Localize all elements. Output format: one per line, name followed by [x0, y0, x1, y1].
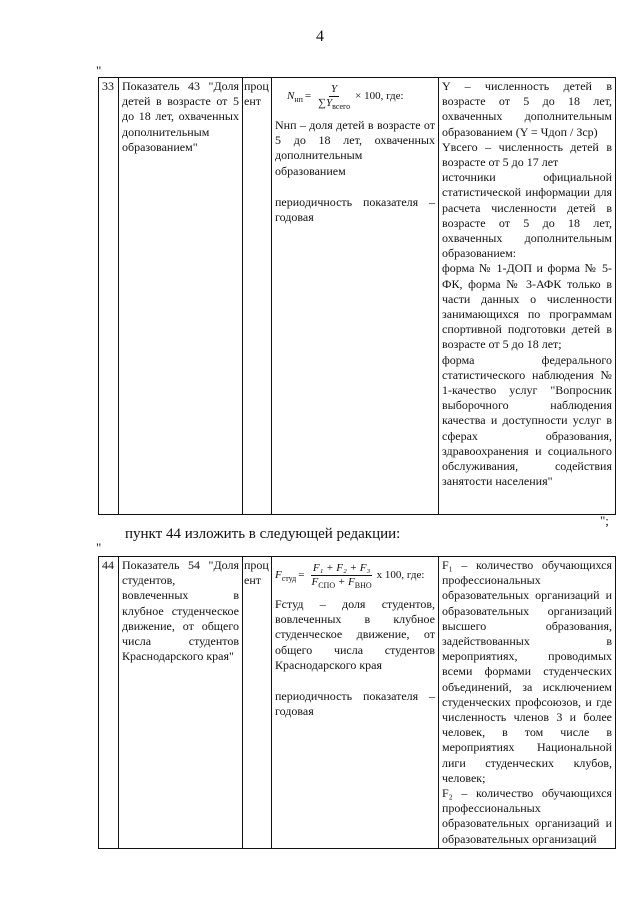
row-number: 33	[99, 78, 119, 515]
indicator-name: Показатель 43 "Доля детей в возрасте от 5 до 18 лет, охваченных дополнительным образованием"	[119, 78, 243, 515]
section-heading: пункт 44 изложить в следующей редакции:	[125, 526, 401, 542]
formula: $N_{нп}$ = $\frac{Y}{\sum Y_{всего}}$ × 100 , где:	[287, 83, 404, 112]
data-source-cell: Y – численность детей в возрасте от 5 до 18 лет, охваченных дополнительным образованием (Y = Чдоп / Зср) Yвсего – численность детей в возрасте от 5 до 17 лет источники официальной статистической информации для расчета численности детей в возрасте от 5 до 18 лет, охваченных дополнительным образованием: форма № 1-ДОП и форма № 5-ФК, форма № 3-АФК только в части данных о численности занимающихся по программам спортивной подготовки детей в возрасте от 5 до 18 лет; форма федерального статистического наблюдения № 1-качество услуг "Вопросник выборочного наблюдения качества и доступности услуг в сферах образования, здравоохранения и социального обслуживания, содействия занятости населения"	[439, 78, 616, 515]
page-number: 4	[316, 28, 324, 45]
periodicity: периодичность показателя – годовая	[275, 689, 435, 719]
definition: Fстуд – доля студентов, вовлеченных в клубное студенческое движение, от общего числа студентов Краснодарского края	[275, 597, 435, 672]
data-source-cell: F₁ – количество обучающихся профессиональных образовательных организаций и образовательных организаций высшего образования, задействованных в мероприятиях, проводимых всеми формами студенческих объединений, за исключением студенческих профсоюзов, и где численность членов 3 и более человек, в том числе в мероприятиях Национальной лиги студенческих клубов, человек; F₂ – количество обучающихся профессиональных образовательных организаций и образовательных организаций	[439, 557, 616, 849]
periodicity: периодичность показателя – годовая	[275, 194, 435, 225]
open-quote-2: "	[96, 540, 102, 555]
indicator-table-row-33	[98, 77, 616, 515]
unit: процент	[243, 78, 272, 515]
row-number: 44	[99, 557, 119, 849]
formula: $F_{студ}$ = $\frac{\text{F₁ + F₂ + F₃}}{F_{СПО} + F_{ВНО}}$ x 100 , где:	[275, 562, 425, 591]
indicator-table-row-44	[98, 556, 616, 849]
indicator-name: Показатель 54 "Доля студентов, вовлеченных в клубное студенческое движение, от общего числа студентов Краснодарского края"	[119, 557, 243, 849]
open-quote-1: "	[96, 63, 102, 78]
definition: Nнп – доля детей в возрасте от 5 до 18 лет, охваченных дополнительным образованием	[275, 118, 435, 178]
unit: процент	[243, 557, 272, 849]
calculation-cell	[272, 557, 439, 849]
calculation-cell	[272, 78, 439, 515]
close-quote: ";	[600, 513, 609, 528]
